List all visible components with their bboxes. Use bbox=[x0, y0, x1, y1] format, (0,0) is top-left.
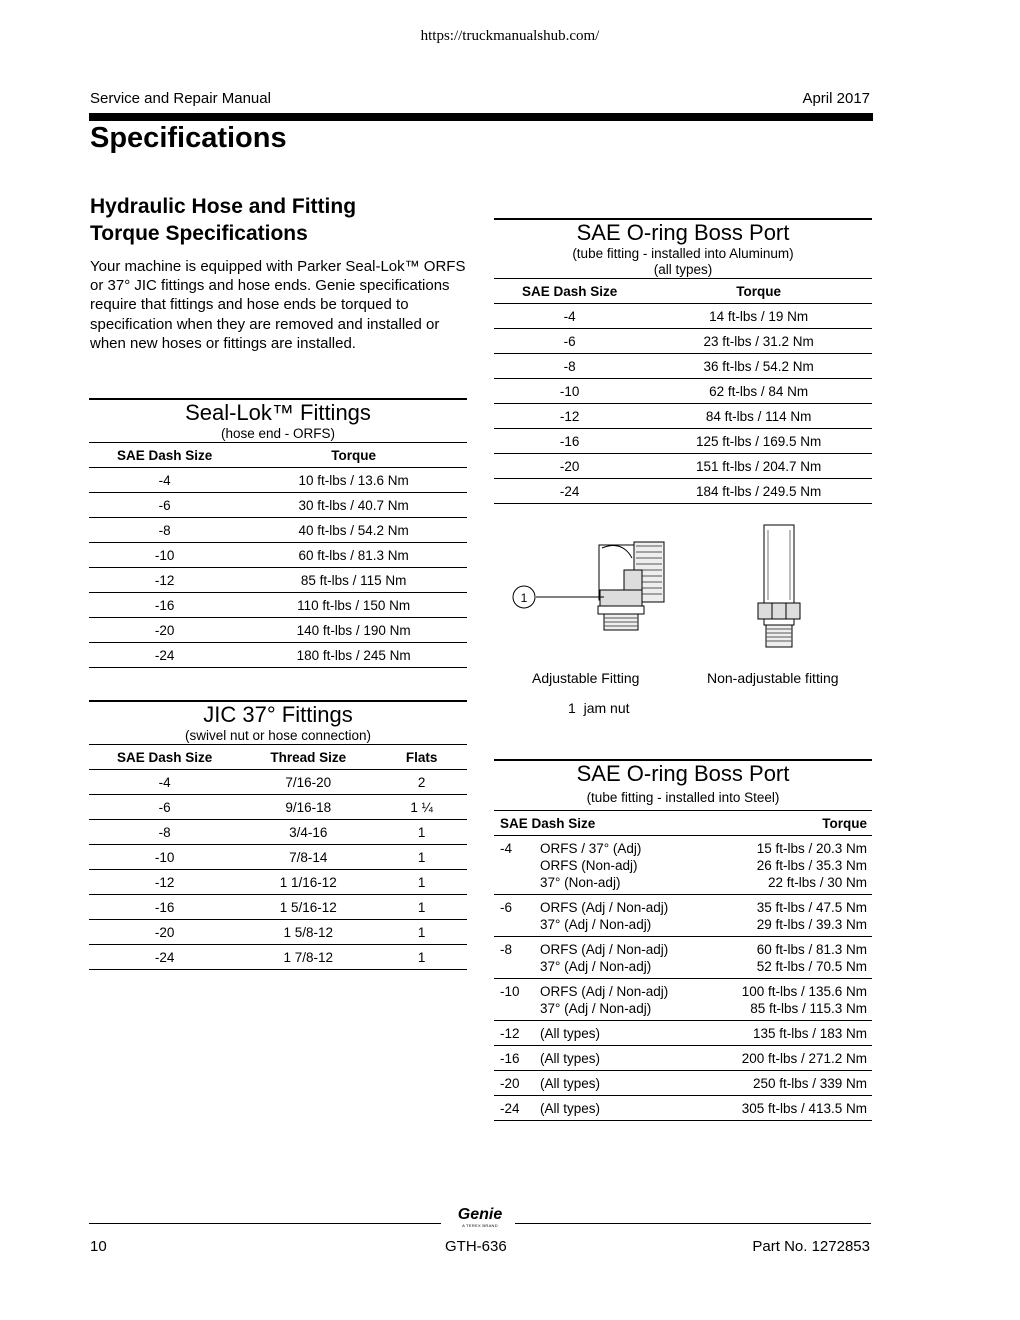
fitting-type-cell bbox=[540, 937, 705, 979]
dash-size-cell: -20 bbox=[494, 1071, 540, 1096]
page-title: Specifications bbox=[90, 122, 287, 154]
table-title: SAE O-ring Boss Port bbox=[576, 220, 790, 245]
table-row bbox=[89, 518, 467, 543]
legend-item bbox=[568, 700, 630, 716]
torque-value: 52 ft-lbs / 70.5 Nm bbox=[756, 959, 867, 974]
table-cell: 1 ¼ bbox=[376, 795, 467, 820]
table-cell: -20 bbox=[494, 454, 645, 479]
table-title: JIC 37° Fittings bbox=[203, 702, 353, 727]
torque-cell bbox=[705, 937, 872, 979]
torque-cell bbox=[705, 895, 872, 937]
column-header: Flats bbox=[376, 745, 467, 770]
table-row bbox=[89, 770, 467, 795]
table-row bbox=[89, 568, 467, 593]
table-cell: 151 ft-lbs / 204.7 Nm bbox=[645, 454, 872, 479]
torque-value: 29 ft-lbs / 39.3 Nm bbox=[756, 917, 867, 932]
table-subtitle: (swivel nut or hose connection) bbox=[184, 728, 372, 743]
fitting-type: 37° (Adj / Non-adj) bbox=[540, 959, 652, 974]
sae-steel-table bbox=[494, 759, 872, 1121]
fitting-type: ORFS (Adj / Non-adj) bbox=[540, 984, 669, 999]
table-row bbox=[89, 643, 467, 668]
torque-value: 35 ft-lbs / 47.5 Nm bbox=[756, 900, 867, 915]
torque-cell bbox=[705, 1046, 872, 1071]
table-cell: -4 bbox=[494, 304, 645, 329]
table-cell: 1 7/8-12 bbox=[240, 945, 376, 970]
torque-cell bbox=[705, 836, 872, 895]
table-row bbox=[494, 895, 872, 937]
table-cell: -24 bbox=[494, 479, 645, 504]
table-cell: -4 bbox=[89, 770, 240, 795]
table-cell: -16 bbox=[494, 429, 645, 454]
fitting-type: 37° (Adj / Non-adj) bbox=[540, 917, 652, 932]
torque-value: 305 ft-lbs / 413.5 Nm bbox=[741, 1101, 867, 1116]
fitting-type-cell bbox=[540, 836, 705, 895]
fitting-type-cell bbox=[540, 1071, 705, 1096]
table-cell: 40 ft-lbs / 54.2 Nm bbox=[240, 518, 467, 543]
column-header: SAE Dash Size bbox=[89, 745, 240, 770]
table-cell: 1 bbox=[376, 845, 467, 870]
table-row bbox=[89, 945, 467, 970]
torque-value: 60 ft-lbs / 81.3 Nm bbox=[756, 942, 867, 957]
fitting-type-cell bbox=[540, 1096, 705, 1121]
table-row bbox=[89, 920, 467, 945]
table-row bbox=[494, 1096, 872, 1121]
table-cell: -16 bbox=[89, 593, 240, 618]
torque-value: 200 ft-lbs / 271.2 Nm bbox=[741, 1051, 867, 1066]
torque-value: 85 ft-lbs / 115.3 Nm bbox=[750, 1001, 867, 1016]
table-cell: 7/16-20 bbox=[240, 770, 376, 795]
fitting-type-cell bbox=[540, 895, 705, 937]
column-header: Torque bbox=[645, 279, 872, 304]
dash-size-cell: -4 bbox=[494, 836, 540, 895]
fitting-type: (All types) bbox=[540, 1076, 601, 1091]
table-cell: -16 bbox=[89, 895, 240, 920]
dash-size-cell: -12 bbox=[494, 1021, 540, 1046]
fitting-type: ORFS (Adj / Non-adj) bbox=[540, 942, 669, 957]
table-row bbox=[494, 304, 872, 329]
table-cell: 140 ft-lbs / 190 Nm bbox=[240, 618, 467, 643]
table-cell: -8 bbox=[494, 354, 645, 379]
table-cell: -24 bbox=[89, 945, 240, 970]
table-title: SAE O-ring Boss Port bbox=[576, 761, 790, 786]
table-subtitle: (all types) bbox=[653, 262, 713, 277]
table-cell: -20 bbox=[89, 920, 240, 945]
table-row bbox=[89, 820, 467, 845]
table-row bbox=[494, 329, 872, 354]
table-cell: -6 bbox=[89, 795, 240, 820]
table-row bbox=[89, 543, 467, 568]
table-row bbox=[89, 795, 467, 820]
header-date: April 2017 bbox=[802, 90, 870, 107]
torque-value: 250 ft-lbs / 339 Nm bbox=[752, 1076, 867, 1091]
source-url[interactable]: https://truckmanualshub.com/ bbox=[420, 28, 600, 44]
dash-size-cell: -10 bbox=[494, 979, 540, 1021]
table-row bbox=[494, 1046, 872, 1071]
table-row bbox=[494, 429, 872, 454]
dash-size-cell: -6 bbox=[494, 895, 540, 937]
table-cell: 110 ft-lbs / 150 Nm bbox=[240, 593, 467, 618]
fitting-type: (All types) bbox=[540, 1026, 601, 1041]
table-cell: 9/16-18 bbox=[240, 795, 376, 820]
fitting-type: ORFS (Adj / Non-adj) bbox=[540, 900, 669, 915]
torque-value: 26 ft-lbs / 35.3 Nm bbox=[756, 858, 867, 873]
column-header: Thread Size bbox=[240, 745, 376, 770]
page-number: 10 bbox=[90, 1238, 107, 1255]
table-row bbox=[89, 895, 467, 920]
section-title: Hydraulic Hose and Fitting Torque Specifications bbox=[90, 195, 357, 245]
table-cell: 1 bbox=[376, 920, 467, 945]
table-cell: 1 bbox=[376, 820, 467, 845]
model-number: GTH-636 bbox=[445, 1238, 507, 1255]
column-header: Torque bbox=[240, 443, 467, 468]
logo-wordmark: Genie bbox=[457, 1206, 503, 1223]
table-cell: 85 ft-lbs / 115 Nm bbox=[240, 568, 467, 593]
fitting-type: 37° (Non-adj) bbox=[540, 875, 621, 890]
table-cell: 3/4-16 bbox=[240, 820, 376, 845]
table-row bbox=[89, 493, 467, 518]
logo-tagline: A TEREX BRAND bbox=[462, 1223, 498, 1228]
fitting-type: (All types) bbox=[540, 1051, 601, 1066]
fitting-type: 37° (Adj / Non-adj) bbox=[540, 1001, 652, 1016]
column-header: SAE Dash Size bbox=[494, 811, 705, 836]
torque-cell bbox=[705, 1071, 872, 1096]
torque-cell bbox=[705, 979, 872, 1021]
table-cell: -8 bbox=[89, 518, 240, 543]
dash-size-cell: -16 bbox=[494, 1046, 540, 1071]
table-cell: 14 ft-lbs / 19 Nm bbox=[645, 304, 872, 329]
table-cell: 23 ft-lbs / 31.2 Nm bbox=[645, 329, 872, 354]
table-subtitle: (hose end - ORFS) bbox=[220, 426, 336, 441]
table-cell: 1 bbox=[376, 895, 467, 920]
table-cell: -10 bbox=[494, 379, 645, 404]
table-row bbox=[494, 1021, 872, 1046]
table-subtitle: (tube fitting - installed into Aluminum) bbox=[572, 246, 794, 261]
fitting-type-cell bbox=[540, 1021, 705, 1046]
column-header: SAE Dash Size bbox=[494, 279, 645, 304]
torque-cell bbox=[705, 1021, 872, 1046]
table-cell: -10 bbox=[89, 543, 240, 568]
dash-size-cell: -24 bbox=[494, 1096, 540, 1121]
torque-value: 22 ft-lbs / 30 Nm bbox=[767, 875, 867, 890]
table-row bbox=[494, 454, 872, 479]
table-cell: -20 bbox=[89, 618, 240, 643]
adjustable-fitting-caption: Adjustable Fitting bbox=[532, 670, 640, 686]
fitting-type: ORFS / 37° (Adj) bbox=[540, 841, 642, 856]
fittings-illustration bbox=[494, 520, 874, 660]
torque-value: 15 ft-lbs / 20.3 Nm bbox=[756, 841, 867, 856]
table-row bbox=[494, 1071, 872, 1096]
table-cell: 36 ft-lbs / 54.2 Nm bbox=[645, 354, 872, 379]
callout-number: 1 bbox=[520, 591, 528, 605]
table-row bbox=[494, 479, 872, 504]
torque-value: 135 ft-lbs / 183 Nm bbox=[752, 1026, 867, 1041]
table-row bbox=[89, 870, 467, 895]
footer-rule-right bbox=[515, 1223, 871, 1224]
torque-cell bbox=[705, 1096, 872, 1121]
table-cell: -24 bbox=[89, 643, 240, 668]
jic-table bbox=[89, 700, 467, 970]
table-cell: -4 bbox=[89, 468, 240, 493]
table-cell: 1 5/16-12 bbox=[240, 895, 376, 920]
adjustable-fitting-drawing bbox=[598, 542, 664, 630]
legend-number: 1 bbox=[568, 700, 576, 716]
table-title: Seal-Lok™ Fittings bbox=[185, 400, 371, 425]
fitting-type-cell bbox=[540, 1046, 705, 1071]
table-cell: 2 bbox=[376, 770, 467, 795]
header-rule bbox=[89, 113, 873, 121]
table-cell: -10 bbox=[89, 845, 240, 870]
table-cell: 125 ft-lbs / 169.5 Nm bbox=[645, 429, 872, 454]
table-cell: -12 bbox=[89, 568, 240, 593]
table-cell: -6 bbox=[89, 493, 240, 518]
table-row bbox=[89, 618, 467, 643]
column-header: Torque bbox=[705, 811, 872, 836]
table-row bbox=[494, 404, 872, 429]
non-adjustable-fitting-drawing bbox=[758, 525, 800, 647]
legend-text: jam nut bbox=[583, 700, 630, 716]
table-cell: 84 ft-lbs / 114 Nm bbox=[645, 404, 872, 429]
column-header: SAE Dash Size bbox=[89, 443, 240, 468]
table-row bbox=[494, 937, 872, 979]
table-cell: 1 bbox=[376, 945, 467, 970]
fitting-type: (All types) bbox=[540, 1101, 601, 1116]
table-row bbox=[494, 379, 872, 404]
torque-value: 100 ft-lbs / 135.6 Nm bbox=[741, 984, 867, 999]
table-row bbox=[89, 468, 467, 493]
table-cell: -8 bbox=[89, 820, 240, 845]
table-cell: 1 1/16-12 bbox=[240, 870, 376, 895]
table-subtitle: (tube fitting - installed into Steel) bbox=[586, 790, 780, 805]
sae-aluminum-table bbox=[494, 218, 872, 504]
table-cell: -12 bbox=[494, 404, 645, 429]
header-manual-title: Service and Repair Manual bbox=[90, 90, 271, 107]
table-row bbox=[494, 836, 872, 895]
table-cell: 7/8-14 bbox=[240, 845, 376, 870]
table-cell: 1 5/8-12 bbox=[240, 920, 376, 945]
non-adjustable-fitting-caption: Non-adjustable fitting bbox=[707, 670, 839, 686]
table-row bbox=[494, 979, 872, 1021]
genie-logo bbox=[448, 1207, 512, 1228]
table-cell: 60 ft-lbs / 81.3 Nm bbox=[240, 543, 467, 568]
table-cell: -6 bbox=[494, 329, 645, 354]
table-cell: 184 ft-lbs / 249.5 Nm bbox=[645, 479, 872, 504]
table-cell: 30 ft-lbs / 40.7 Nm bbox=[240, 493, 467, 518]
table-row bbox=[89, 593, 467, 618]
fitting-type: ORFS (Non-adj) bbox=[540, 858, 638, 873]
table-row bbox=[494, 354, 872, 379]
seal-lok-table bbox=[89, 398, 467, 668]
dash-size-cell: -8 bbox=[494, 937, 540, 979]
intro-paragraph: Your machine is equipped with Parker Seal-Lok™ ORFS or 37° JIC fittings and hose ends. Genie specifications require that fittings and hose ends be torqued to specification when they are removed and installed or when new hoses or fittings are installed. bbox=[90, 258, 466, 352]
table-cell: 10 ft-lbs / 13.6 Nm bbox=[240, 468, 467, 493]
table-cell: 180 ft-lbs / 245 Nm bbox=[240, 643, 467, 668]
table-cell: 62 ft-lbs / 84 Nm bbox=[645, 379, 872, 404]
table-cell: 1 bbox=[376, 870, 467, 895]
footer-rule-left bbox=[89, 1223, 441, 1224]
table-cell: -12 bbox=[89, 870, 240, 895]
table-row bbox=[89, 845, 467, 870]
fitting-type-cell bbox=[540, 979, 705, 1021]
part-number: Part No. 1272853 bbox=[752, 1238, 870, 1255]
